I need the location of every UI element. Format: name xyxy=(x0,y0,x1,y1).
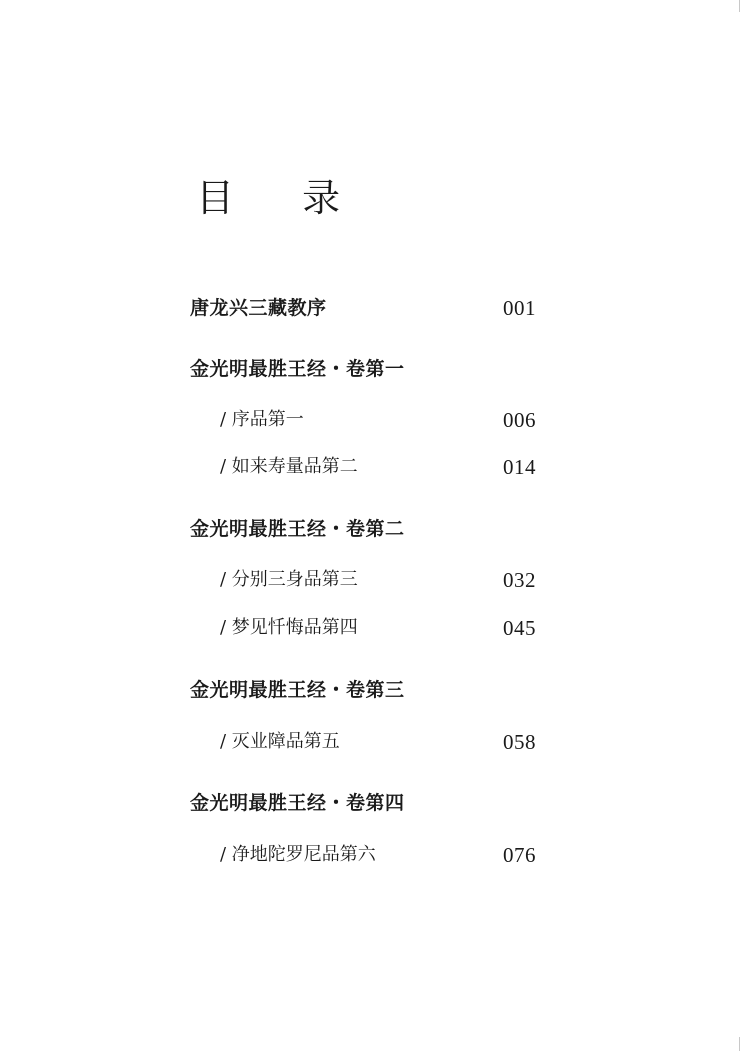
toc-entry-label: / 净地陀罗尼品第六 xyxy=(220,844,376,865)
toc-entry-label: 金光明最胜王经・卷第三 xyxy=(190,679,405,701)
toc-entry-label: / 梦见忏悔品第四 xyxy=(220,617,358,638)
toc-entry-label: / 灭业障品第五 xyxy=(220,731,340,752)
toc-entry[interactable] xyxy=(0,565,741,595)
toc-entry-label: / 分别三身品第三 xyxy=(220,569,358,590)
toc-page-number: 006 xyxy=(503,408,536,432)
toc-entry[interactable] xyxy=(0,840,741,870)
toc-page-number: 032 xyxy=(503,568,536,592)
toc-page-number: 076 xyxy=(503,843,536,867)
toc-volume-heading[interactable] xyxy=(0,354,741,384)
toc-page-number: 001 xyxy=(503,296,536,320)
toc-entry[interactable] xyxy=(0,452,741,482)
toc-volume-heading[interactable] xyxy=(0,788,741,818)
toc-entry-label: 金光明最胜王经・卷第一 xyxy=(190,358,405,380)
toc-entry[interactable] xyxy=(0,405,741,435)
page-title: 目 录 xyxy=(196,176,369,220)
toc-entry[interactable] xyxy=(0,613,741,643)
toc-page-number: 058 xyxy=(503,730,536,754)
toc-page-number: 014 xyxy=(503,455,536,479)
toc-page-number: 045 xyxy=(503,616,536,640)
toc-entry[interactable] xyxy=(0,727,741,757)
toc-volume-heading[interactable] xyxy=(0,514,741,544)
toc-entry-label: 金光明最胜王经・卷第二 xyxy=(190,518,405,540)
toc-entry-label: 金光明最胜王经・卷第四 xyxy=(190,792,405,814)
toc-entry[interactable] xyxy=(0,293,741,323)
toc-entry-label: 唐龙兴三藏教序 xyxy=(190,297,327,319)
toc-entry-label: / 如来寿量品第二 xyxy=(220,456,358,477)
toc-volume-heading[interactable] xyxy=(0,675,741,705)
toc-entry-label: / 序品第一 xyxy=(220,409,304,430)
crop-mark-bottom xyxy=(739,1037,740,1051)
crop-mark-top xyxy=(739,0,740,12)
